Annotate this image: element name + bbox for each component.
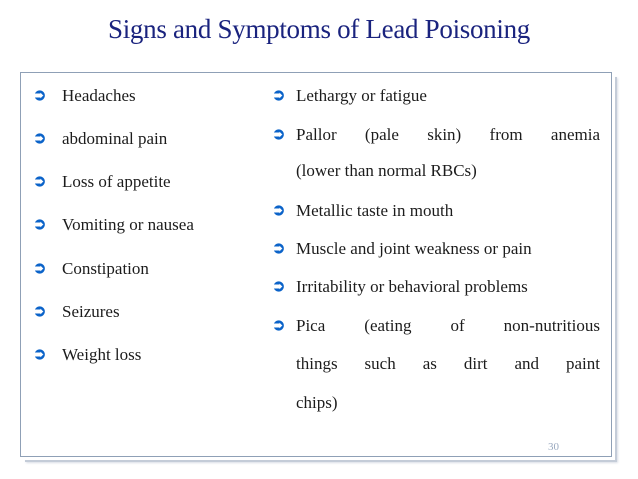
- right-item-pallor-line2: (lower than normal RBCs): [296, 161, 477, 180]
- left-item-vomiting: Vomiting or nausea: [62, 215, 194, 234]
- bullet-arrow-icon: ➲: [272, 240, 286, 257]
- left-item-loss-of-appetite: Loss of appetite: [62, 172, 171, 191]
- right-item-metallic-taste: Metallic taste in mouth: [296, 201, 454, 220]
- left-item-headaches: Headaches: [62, 86, 136, 105]
- bullet-arrow-icon: ➲: [272, 87, 286, 104]
- right-item-pica-line2: things such as dirt and paint: [296, 354, 600, 373]
- bullet-arrow-icon: ➲: [272, 126, 286, 143]
- bullet-arrow-icon: ➲: [272, 278, 286, 295]
- bullet-arrow-icon: ➲: [33, 303, 47, 320]
- bullet-arrow-icon: ➲: [33, 346, 47, 363]
- right-item-lethargy: Lethargy or fatigue: [296, 86, 427, 105]
- right-item-pica-line3: chips): [296, 393, 338, 412]
- left-item-weight-loss: Weight loss: [62, 345, 142, 364]
- bullet-arrow-icon: ➲: [33, 173, 47, 190]
- left-item-abdominal-pain: abdominal pain: [62, 129, 168, 148]
- right-item-muscle-weakness: Muscle and joint weakness or pain: [296, 239, 532, 258]
- right-item-irritability: Irritability or behavioral problems: [296, 277, 528, 296]
- left-item-seizures: Seizures: [62, 302, 120, 321]
- left-item-constipation: Constipation: [62, 259, 149, 278]
- bullet-arrow-icon: ➲: [33, 87, 47, 104]
- slide-title: Signs and Symptoms of Lead Poisoning: [108, 14, 530, 44]
- bullet-arrow-icon: ➲: [33, 216, 47, 233]
- bullet-arrow-icon: ➲: [33, 130, 47, 147]
- bullet-arrow-icon: ➲: [272, 317, 286, 334]
- bullet-arrow-icon: ➲: [272, 202, 286, 219]
- right-item-pica-line1: Pica (eating of non-nutritious: [296, 316, 600, 335]
- page-number: 30: [548, 441, 559, 453]
- bullet-arrow-icon: ➲: [33, 260, 47, 277]
- right-item-pallor-line1: Pallor (pale skin) from anemia: [296, 125, 600, 144]
